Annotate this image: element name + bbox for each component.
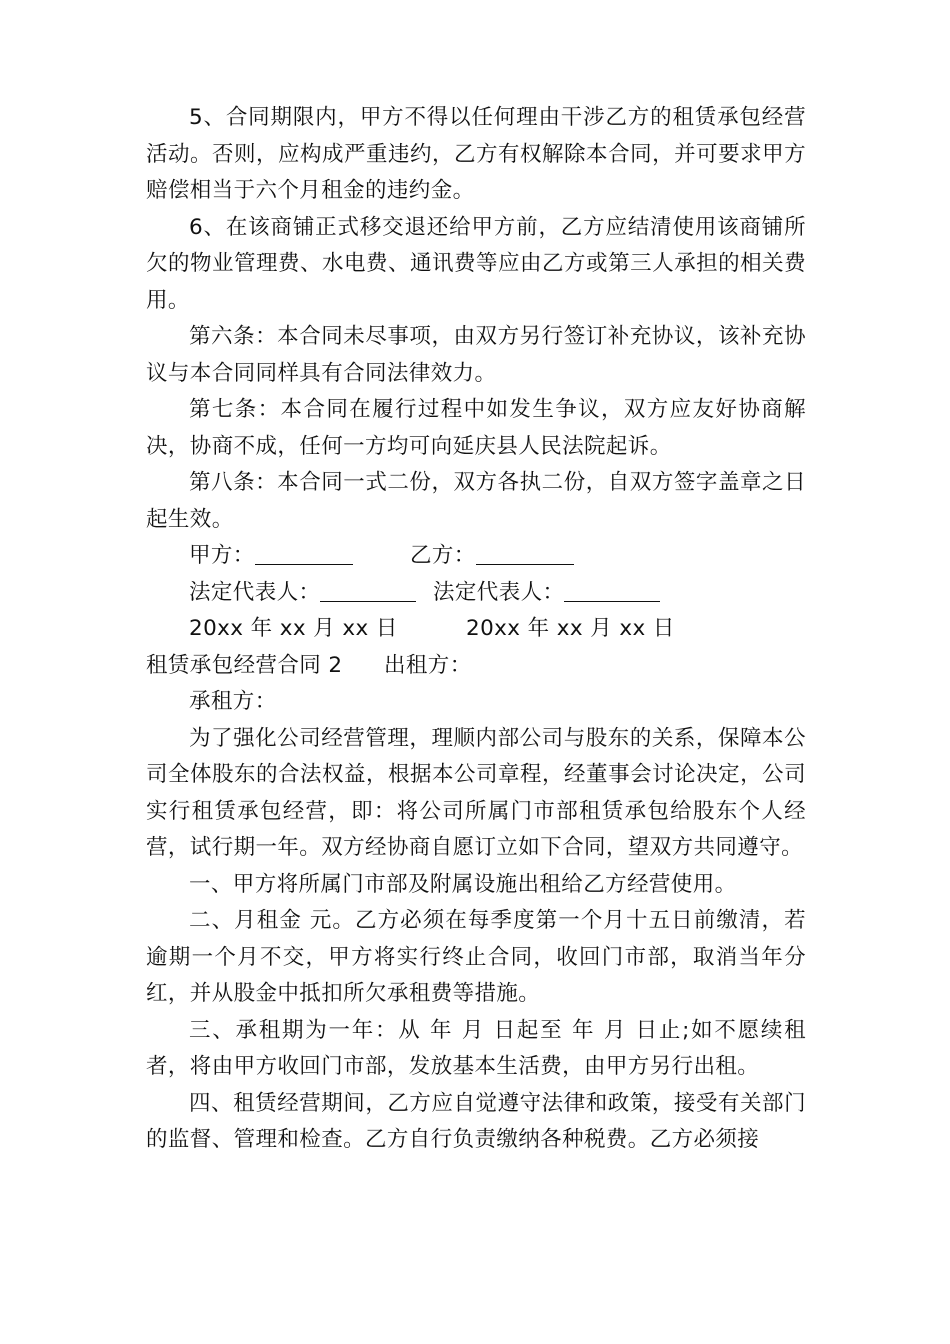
document-body: [146, 100, 806, 1159]
clause-paragraph: 二、月租金 元。乙方必须在每季度第一个月十五日前缴清，若逾期一个月不交，甲方将实行终止合同，收回门市部，取消当年分红，并从股金中抵扣所欠承租费等措施。: [146, 908, 806, 1006]
party-a-blank-line: [255, 542, 353, 565]
clause-paragraph: 三、承租期为一年：从 年 月 日起至 年 月 日止;如不愿续租者，将由甲方收回门市部，发放基本生活费，由甲方另行出租。: [146, 1017, 806, 1079]
party-b-signature: 乙方：: [382, 538, 574, 575]
clause-paragraph: 第六条：本合同未尽事项，由双方另行签订补充协议，该补充协议与本合同同样具有合同法律效力。: [146, 324, 806, 386]
clause-paragraph: 5、合同期限内，甲方不得以任何理由干涉乙方的租赁承包经营活动。否则，应构成严重违约，乙方有权解除本合同，并可要求甲方赔偿相当于六个月租金的违约金。: [146, 105, 806, 203]
date-b: 20xx 年 xx 月 xx 日: [466, 616, 675, 641]
lessor-label: 出租方：: [384, 652, 472, 678]
clause-paragraph: 第七条：本合同在履行过程中如发生争议，双方应友好协商解决，协商不成，任何一方均可向延庆县人民法院起诉。: [146, 397, 806, 459]
rep-a-blank-line: [320, 579, 416, 602]
party-b-blank-line: [476, 542, 574, 565]
signature-date-row: [146, 611, 806, 648]
clause-paragraph: 一、甲方将所属门市部及附属设施出租给乙方经营使用。: [189, 871, 737, 897]
clause-paragraph: 四、租赁经营期间，乙方应自觉遵守法律和政策，接受有关部门的监督、管理和检查。乙方自行负责缴纳各种税费。乙方必须接: [146, 1090, 806, 1152]
contract-2-heading-row: [146, 648, 806, 685]
clause-paragraph: 为了强化公司经营管理，理顺内部公司与股东的关系，保障本公司全体股东的合法权益，根据本公司章程，经董事会讨论决定，公司实行租赁承包经营，即：将公司所属门市部租赁承包给股东个人经营，试行期一年。双方经协商自愿订立如下合同，望双方共同遵守。: [146, 725, 806, 860]
rep-b-blank-line: [564, 579, 660, 602]
date-a: 20xx 年 xx 月 xx 日: [189, 616, 398, 641]
signature-rep-row: [146, 575, 806, 612]
lessee-label: 承租方：: [189, 689, 277, 714]
clause-paragraph: 第八条：本合同一式二份，双方各执二份，自双方签字盖章之日起生效。: [146, 470, 806, 532]
clause-paragraph: 6、在该商铺正式移交退还给甲方前，乙方应结清使用该商铺所欠的物业管理费、水电费、通讯费等应由乙方或第三人承担的相关费用。: [146, 214, 806, 313]
rep-a-signature: 法定代表人：: [146, 575, 433, 612]
party-a-signature: 甲方：: [146, 538, 382, 575]
signature-party-row: [146, 538, 806, 575]
contract-2-title: 租赁承包经营合同 2: [146, 652, 343, 678]
rep-b-signature: 法定代表人：: [433, 575, 660, 612]
